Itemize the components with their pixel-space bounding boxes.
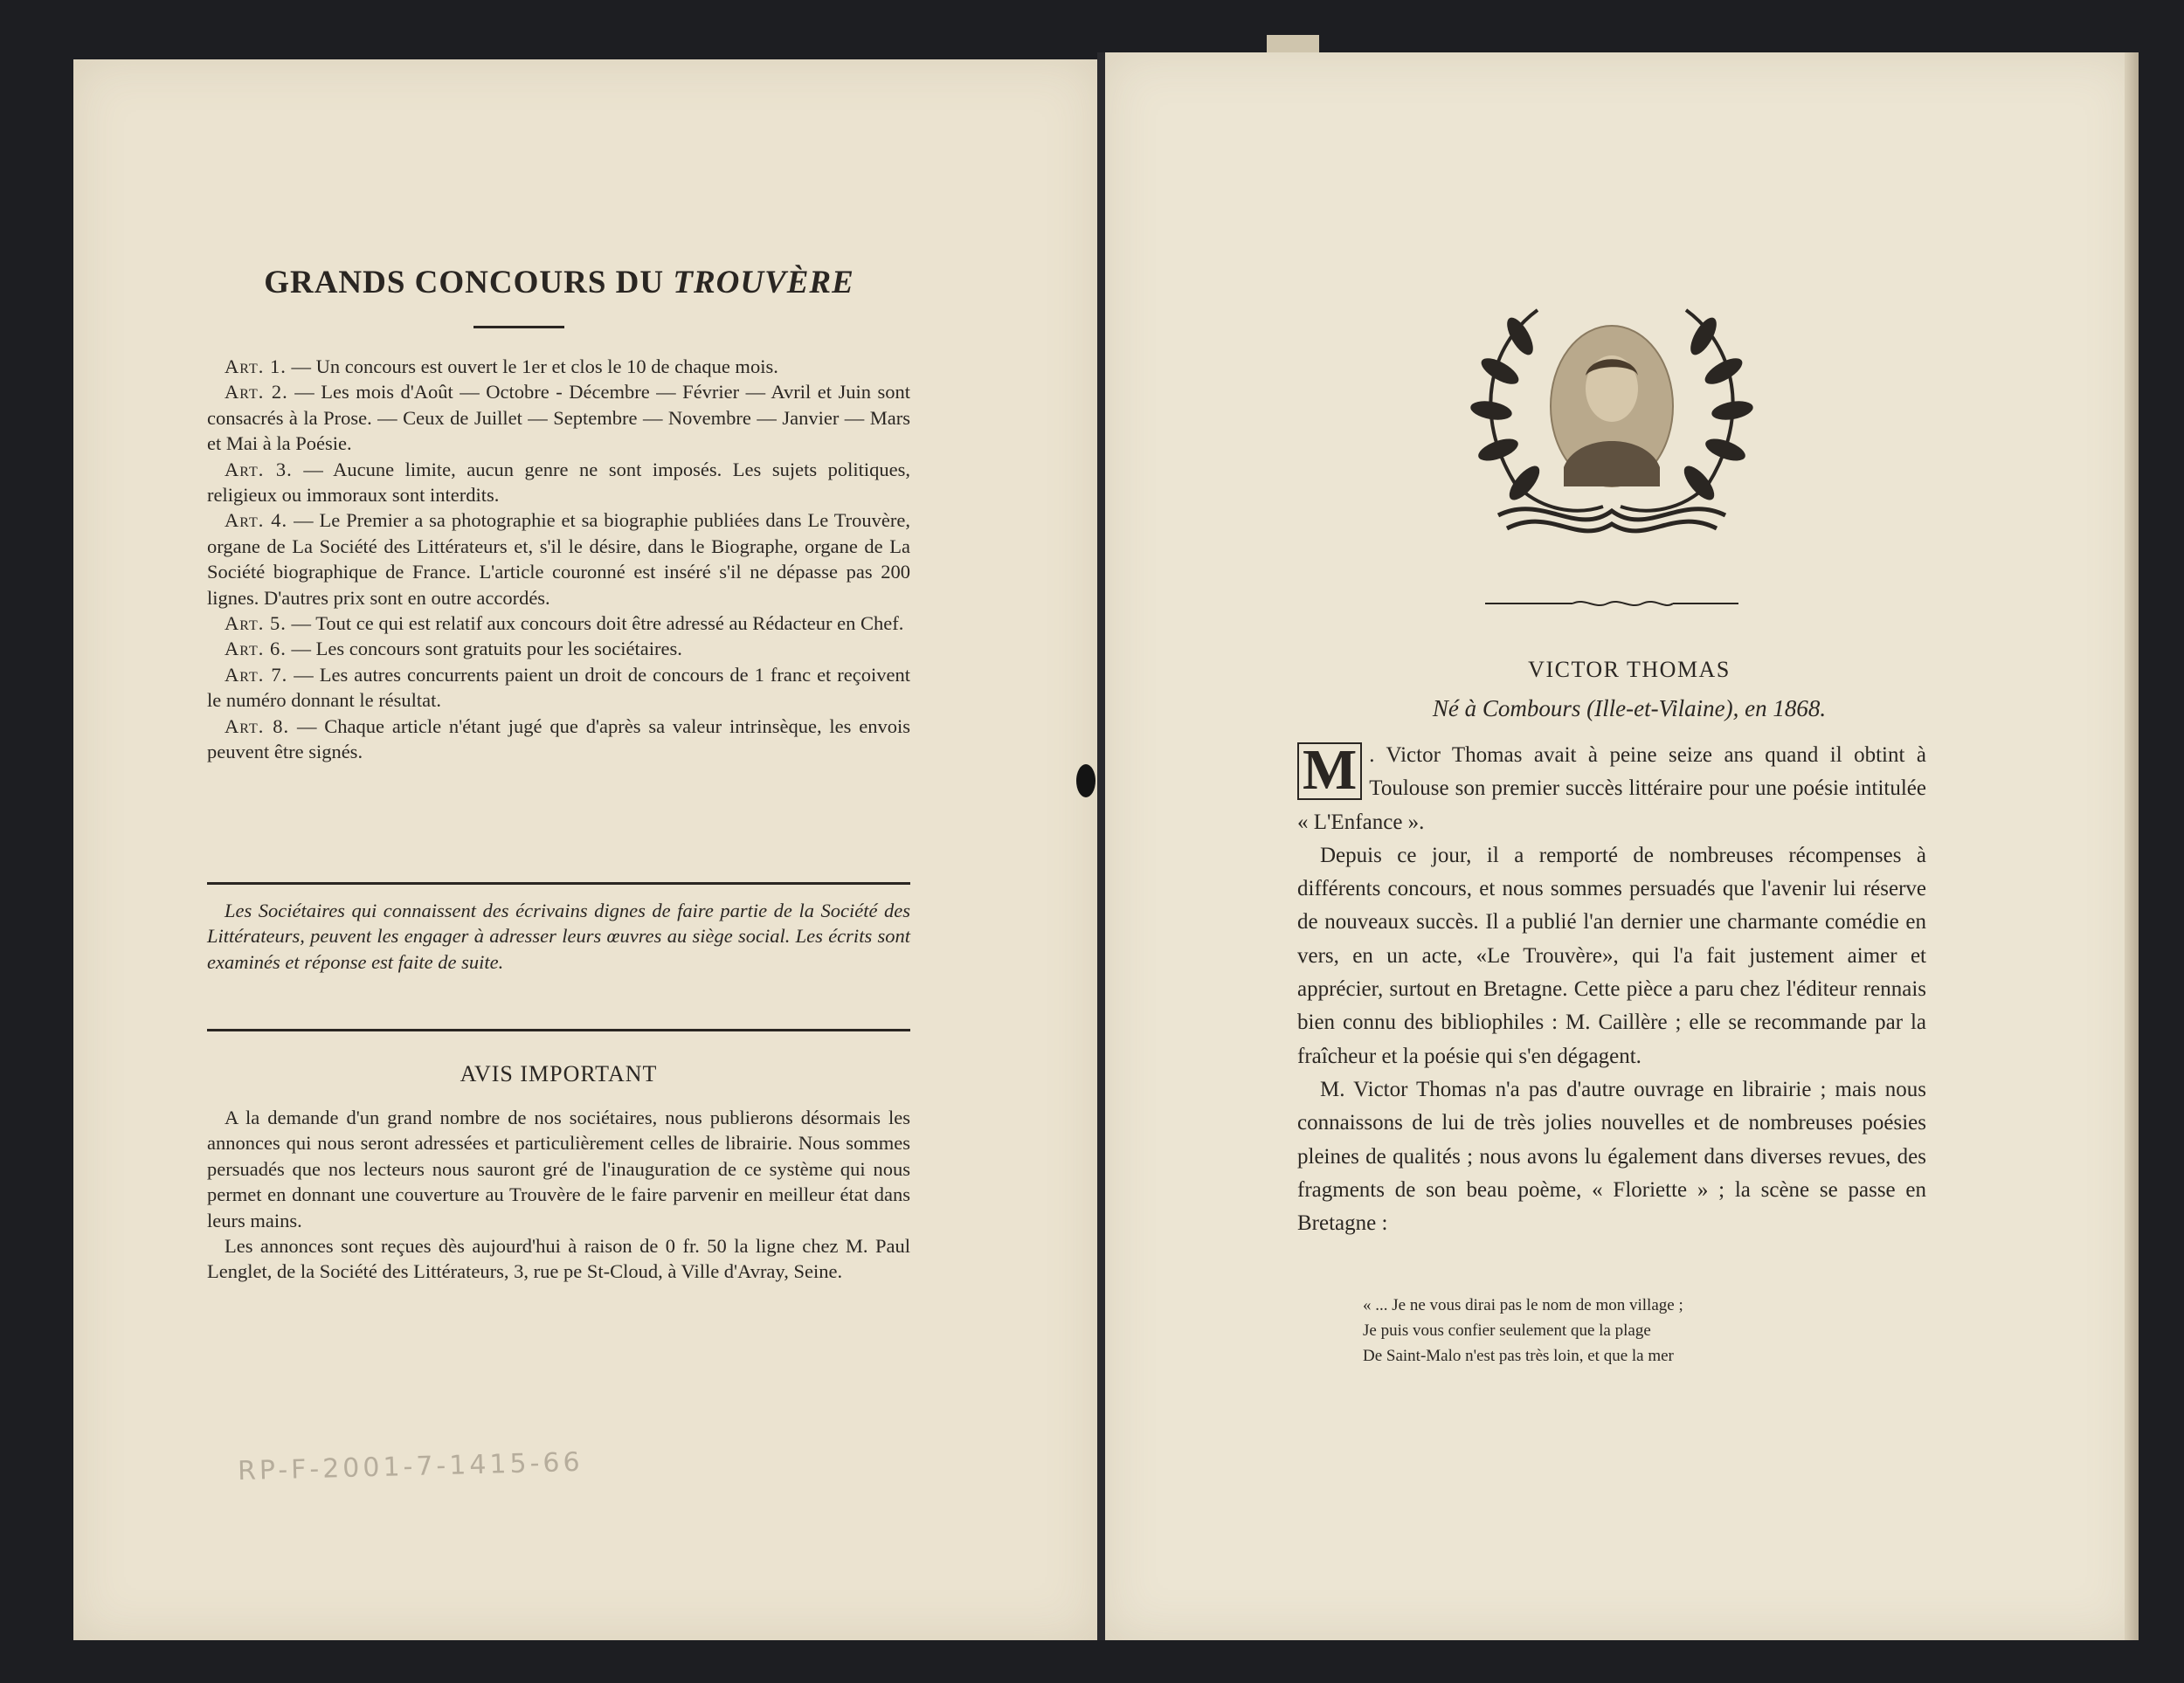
biography-birth: Né à Combours (Ille-et-Vilaine), en 1868. [1432,695,1827,721]
article-text: — Aucune limite, aucun genre ne sont imposés. Les sujets politiques, religieux ou immoraux sont interdits. [207,458,910,507]
verse-line: « ... Je ne vous dirai pas le nom de mon village ; [1363,1296,1683,1314]
page-edge [2125,52,2139,1640]
paper-tag [1267,35,1319,54]
verse-line: Je puis vous confier seulement que la plage [1363,1321,1651,1340]
laurel-wreath-icon [1455,284,1769,546]
biography-body [1297,739,1926,1240]
contest-title [175,264,943,301]
articles-list [207,354,910,765]
verse-line: De Saint-Malo n'est pas très loin, et que la mer [1363,1347,1674,1365]
article-item [207,662,910,714]
article-text: — Le Premier a sa photographie et sa biographie publiées dans Le Trouvère, organe de La Société des Littérateurs et, s'il le désire, dans le Biographe, organe de La Société biographique de France. L'article couronné est inséré s'il ne dépasse pas 200 lignes. D'autres prix sont en outre accordés. [207,509,911,609]
article-label: Art. 8. [225,714,290,737]
article-item [207,457,910,508]
membership-note: Les Sociétaires qui connaissent des écrivains dignes de faire partie de la Société des Littérateurs, peuvent les engager à adresser leurs œuvres au siège social. Les écrits sont examinés et réponse est faite de suite. [207,900,910,973]
article-label: Art. 1. [225,355,287,377]
title-rule [473,326,564,328]
article-label: Art. 5. [225,612,287,635]
biography-paragraph: Depuis ce jour, il a remporté de nombreuses récompenses à différents concours, et nous sommes persuadés que l'avenir lui réserve de nouveaux succès. Il a publié l'an dernier une charmante comédie en vers, en un acte, «Le Trouvère», qui l'a fait justement aimer et apprécier, surtout en Bretagne. Cette pièce a paru chez l'éditeur rennais bien connu des bibliophiles : M. Caillère ; elle se recommande par la fraîcheur et la poésie qui s'en dégagent. [1297,843,1926,1068]
article-item [207,714,910,765]
binding-hole [1076,764,1095,797]
article-text: — Les concours sont gratuits pour les sociétaires. [286,638,682,660]
ornament-rule-icon [1485,599,1738,608]
spine [1097,52,1105,1640]
divider-rule [207,882,910,885]
article-text: — Les mois d'Août — Octobre - Décembre — Février — Avril et Juin sont consacrés à la Prose. — Ceux de Juillet — Septembre — Novembre — Janvier — Mars et Mai à la Poésie. [207,381,910,455]
paragraph-text: . Victor Thomas avait à peine seize ans quand il obtint à Toulouse son premier succès littéraire pour une poésie intitulée « L'Enfance ». [1297,743,1926,834]
article-item [207,507,910,610]
biography-name: VICTOR THOMAS [1528,657,1731,682]
avis-title: AVIS IMPORTANT [460,1061,658,1086]
article-item [207,636,910,661]
article-text: — Chaque article n'étant jugé que d'après sa valeur intrinsèque, les envois peuvent être signés. [207,714,911,763]
avis-paragraph: Les annonces sont reçues dès aujourd'hui à raison de 0 fr. 50 la ligne chez M. Paul Lenglet, de la Société des Littérateurs, 3, rue pe St-Cloud, à Ville d'Avray, Seine. [207,1235,910,1283]
article-text: — Tout ce qui est relatif aux concours doit être adressé au Rédacteur en Chef. [286,612,904,635]
inventory-mark: RP-F-2001-7-1415-66 [237,1446,584,1487]
article-text: — Les autres concurrents paient un droit de concours de 1 franc et reçoivent le numéro donnant le résultat. [207,663,911,712]
article-label: Art. 6. [225,638,287,660]
article-label: Art. 3. [225,458,293,480]
article-label: Art. 2. [225,381,288,404]
avis-paragraph: A la demande d'un grand nombre de nos sociétaires, nous publierons désormais les annonces qui nous seront adressées et particulièrement celles de librairie. Nous sommes persuadés que nos lecteurs nous sauront gré de l'inauguration de ce système qui nous permet en donnant une couverture au Trouvère de le faire parvenir en meilleur état dans leurs mains. [207,1107,910,1231]
avis-body [207,1105,910,1285]
drop-capital: M [1297,742,1362,800]
article-item [207,379,910,456]
article-item [207,354,910,379]
article-text: — Un concours est ouvert le 1er et clos le 10 de chaque mois. [286,355,778,377]
divider-rule [207,1029,910,1031]
biography-paragraph: M. Victor Thomas n'a pas d'autre ouvrage en librairie ; mais nous connaissons de lui de très jolies nouvelles et de nombreuses poésies pleines de qualités ; nous avons lu également dans diverses revues, des fragments de son beau poème, « Floriette » ; la scène se passe en Bretagne : [1297,1077,1926,1236]
poem-excerpt [1363,1293,1904,1369]
portrait-vignette [1455,284,1769,546]
biography-paragraph [1297,739,1926,839]
article-label: Art. 7. [225,663,288,686]
article-label: Art. 4. [225,509,288,532]
contest-title-plain: GRANDS CONCOURS DU [264,265,665,300]
contest-title-italic: TROUVÈRE [673,265,854,300]
article-item [207,610,910,636]
